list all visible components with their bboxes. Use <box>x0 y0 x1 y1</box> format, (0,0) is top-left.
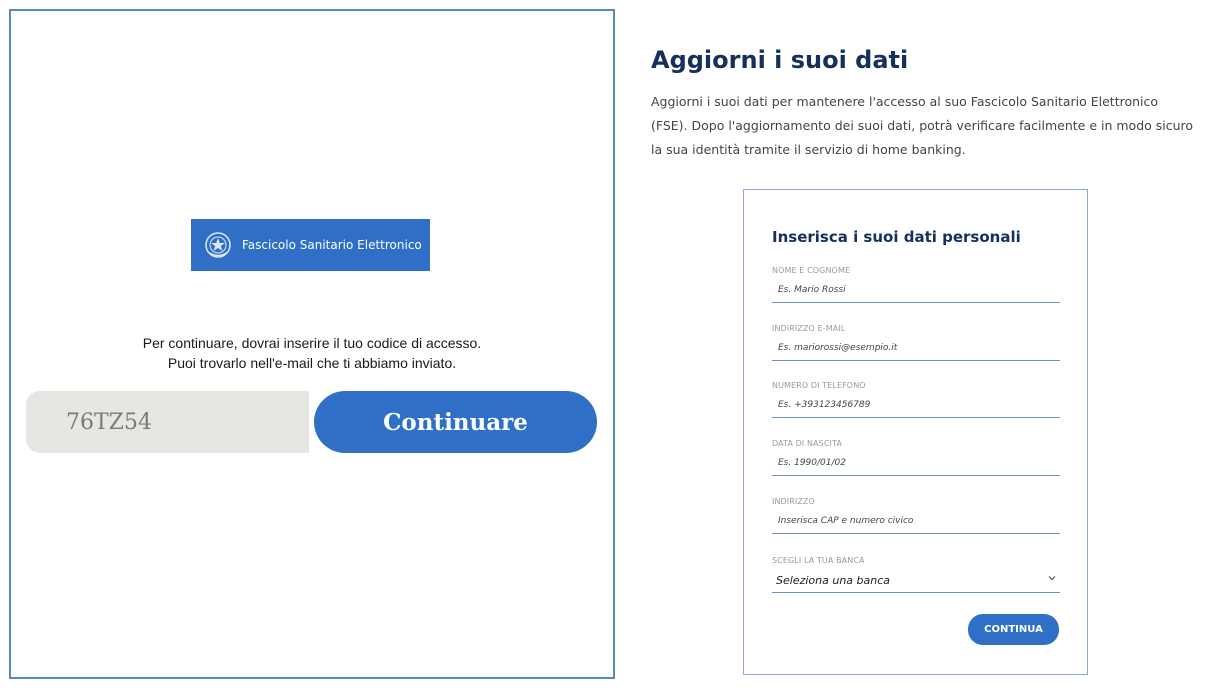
instruction-line: Per continuare, dovrai inserire il tuo codice di accesso. <box>142 335 482 351</box>
email-field <box>772 324 1060 361</box>
phone-input[interactable] <box>772 392 1060 418</box>
field-label: DATA DI NASCITA <box>772 439 842 448</box>
italian-republic-emblem-icon <box>203 230 233 260</box>
fse-banner-label: Fascicolo Sanitario Elettronico <box>242 238 422 252</box>
full-name-field <box>772 266 1060 303</box>
email-input[interactable] <box>772 335 1060 361</box>
field-label: SCEGLI LA TUA BANCA <box>772 556 865 565</box>
chevron-down-icon <box>1048 574 1056 582</box>
field-label: NUMERO DI TELEFONO <box>772 381 866 390</box>
access-code-input[interactable] <box>26 391 309 453</box>
continue-button[interactable]: Continuare <box>314 391 597 453</box>
description-line: Aggiorni i suoi dati per mantenere l'accesso al suo Fascicolo Sanitario Elettronico <box>651 94 1159 109</box>
field-label: INDIRIZZO <box>772 497 815 506</box>
personal-data-form <box>743 189 1088 675</box>
full-name-input[interactable] <box>772 277 1060 303</box>
field-label: NOME E COGNOME <box>772 266 851 275</box>
bank-field <box>772 556 1060 593</box>
page-description <box>651 90 1211 162</box>
form-title: Inserisca i suoi dati personali <box>772 228 1021 246</box>
access-code-panel <box>9 9 615 679</box>
phone-field <box>772 381 1060 418</box>
address-field <box>772 497 1060 534</box>
birth-date-input[interactable] <box>772 450 1060 476</box>
field-label: INDIRIZZO E-MAIL <box>772 324 846 333</box>
access-instructions <box>11 333 613 373</box>
fse-banner <box>191 219 430 271</box>
instruction-line: Puoi trovarlo nell'e-mail che ti abbiamo inviato. <box>167 355 457 371</box>
bank-select[interactable] <box>772 567 1060 593</box>
submit-button[interactable]: CONTINUA <box>968 614 1059 645</box>
description-line: (FSE). Dopo l'aggiornamento dei suoi dati, potrà verificare facilmente e in modo sicuro <box>651 118 1194 133</box>
page-title: Aggiorni i suoi dati <box>651 46 909 74</box>
description-line: la sua identità tramite il servizio di home banking. <box>651 142 966 157</box>
address-input[interactable] <box>772 508 1060 534</box>
birth-date-field <box>772 439 1060 476</box>
bank-select-value: Seleziona una banca <box>776 574 891 587</box>
